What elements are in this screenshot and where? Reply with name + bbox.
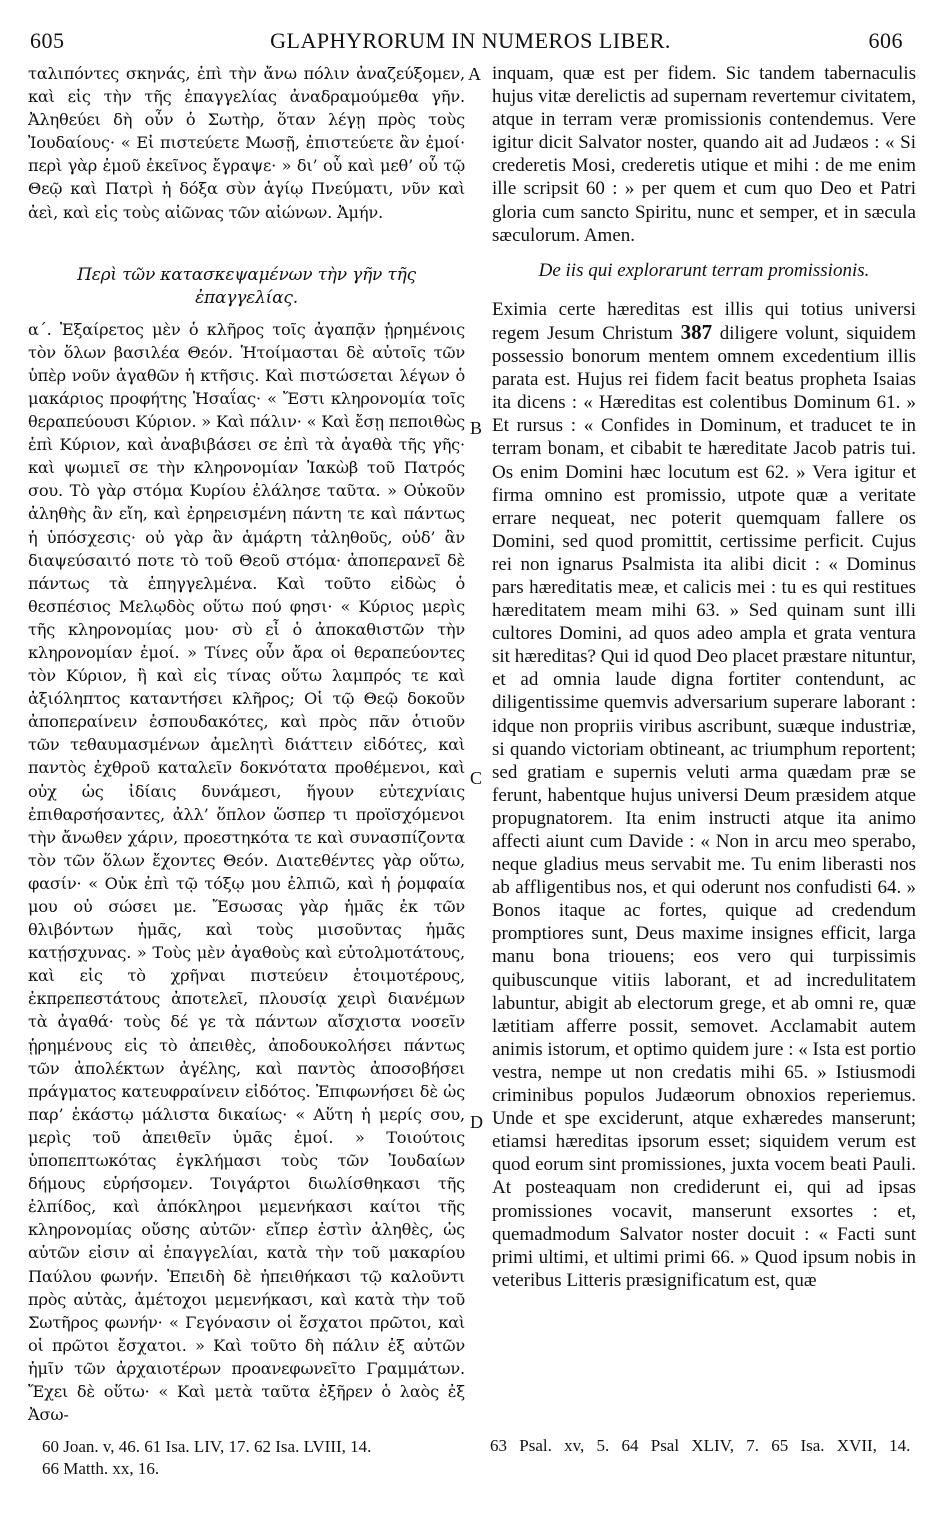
footnote-line-2: 66 Matth. xx, 16. [42, 1459, 160, 1478]
greek-section-heading: Περὶ τῶν κατασκεψαμένων τὴν γῆν τῆς ἐπαγγελίας. [77, 264, 416, 308]
margin-marker-b: B [470, 418, 483, 438]
page-header [0, 28, 941, 58]
column-number: 387 [680, 319, 713, 344]
greek-paragraph-1: ταλιπόντες σκηνάς, ἐπὶ τὴν ἄνω πόλιν ἀναζεύξομεν, καὶ εἰς τὴν τῆς ἐπαγγελίας ἀναδραμούμεθα γῆν. Ἀληθεύει δὴ οὖν ὁ Σωτὴρ, ὅταν λέγῃ πρὸς τοὺς Ἰουδαίους· « Εἰ πιστεύετε Μωσῇ, ἐπιστεύετε ἂν ἐμοί· περὶ γὰρ ἐμοῦ ἐκεῖνος ἔγραψε· » δι’ οὗ καὶ μεθ’ οὗ τῷ Θεῷ καὶ Πατρὶ ἡ δόξα σὺν ἁγίῳ Πνεύματι, νῦν καὶ ἀεὶ, καὶ εἰς τοὺς αἰῶνας τῶν αἰώνων. Ἀμήν. [28, 64, 465, 222]
margin-marker-a: A [468, 64, 481, 84]
footnote-line-1: 60 Joan. v, 46. 61 Isa. LIV, 17. 62 Isa. LVIII, 14. [42, 1437, 372, 1456]
right-page-number: 606 [868, 28, 903, 53]
latin-section-heading: De iis qui explorarunt terram promissionis. [538, 259, 870, 281]
latin-paragraph-1: inquam, quæ est per fidem. Sic tandem tabernaculis hujus vitæ derelictis ad supernam revertemur civitatem, atque in terram veræ promissionis contendemus. Vere igitur dicit Salvator noster, quando ait ad Judæos : « Si crederetis Mosi, crederetis utique et mihi : de me enim ille scripsit 60 : » per quem et cum quo Deo et Patri gloria cum sancto Spiritu, nunc et semper, et in sæcula sæculorum. Amen. [492, 63, 916, 246]
margin-marker-d: D [470, 1112, 483, 1132]
running-title: GLAPHYRORUM IN NUMEROS LIBER. [270, 28, 671, 53]
greek-paragraph-2: α΄. Ἐξαίρετος μὲν ὁ κλῆρος τοῖς ἀγαπᾷν ᾑρημένοις τὸν ὅλων βασιλέα Θεόν. Ἡτοίμασται δὲ αὐτοῖς τῶν ὑπὲρ νοῦν ἀγαθῶν ἡ κτῆσις. Καὶ πιστώσεται λέγων ὁ μακάριος προφήτης Ἡσαΐας· « Ἔστι κληρονομία τοῖς θεραπεύουσι Κύριον. » Καὶ πάλιν· « Καὶ ἔσῃ πεποιθὼς ἐπὶ Κύριον, καὶ ἀναβιβάσει σε ἐπὶ τὰ ἀγαθὰ τῆς γῆς· καὶ ψωμιεῖ σε τὴν κληρονομίαν Ἰακὼβ τοῦ Πατρός σου. Τὸ γὰρ στόμα Κυρίου ἐλάλησε ταῦτα. » Οὐκοῦν ἀληθὴς ἂν εἴη, καὶ ἐρηρεισμένη πάντη τε καὶ πάντως ἡ ὑπόσχεσις· οὐ γὰρ ἂν ἁμάρτη τἀληθοῦς, οὐδ’ ἂν διαψεύσαιτό ποτε τὸ τοῦ Θεοῦ στόμα· ἀποπερανεῖ δὲ πάντως τὰ ἐπηγγελμένα. Καὶ τοῦτο εἰδὼς ὁ θεσπέσιος Μελῳδὸς οὕτω πού φησι· « Κύριος μερὶς τῆς κληρονομίας μου· σὺ εἶ ὁ ἀποκαθιστῶν τὴν κληρονομίαν ἐμοί. » Τίνες οὖν ἄρα οἱ θεραπεύοντες τὸν Κύριον, ἢ καὶ εἰς τίνας οὕτω λαμπρός τε καὶ ἀξιόληπτος καταντήσει κλῆρος; Οἱ τῷ Θεῷ δοκοῦν ἀποπεραίνειν ἐσπουδακότες, καὶ πρὸς πᾶν ὁτιοῦν τῶν τεθαυμασμένων ἀμελητὶ διάττειν εἰδότες, καὶ παντὸς ἐχθροῦ καταλεῖν δοκνότατα προθέμενοι, καὶ οὐχ ὡς ἰδίαις δυνάμεσι, ἥγουν εὐτεχνίαις ἐπιθαρσήσαντες, ἀλλ’ ὅπλον ὥσπερ τι προϊσχόμενοι τὴν ἄνωθεν χάριν, προεστηκότα τε καὶ συνασπίζοντα τὸν τῶν ὅλων ἔχοντες Θεόν. Διατεθέντες γὰρ οὕτω, φασίν· « Οὐκ ἐπὶ τῷ τόξῳ μου ἐλπιῶ, καὶ ἡ ῥομφαία μου οὐ σώσει με. Ἔσωσας γὰρ ἡμᾶς ἐκ τῶν θλιβόντων ἡμᾶς, καὶ τοὺς μισοῦντας ἡμᾶς κατῄσχυνας. » Τοὺς μὲν ἀγαθοὺς καὶ εὐτολμοτάτους, καὶ εἰς τὸ χρῆναι πιστεύειν ἑτοιμοτέρους, ἐκπρεπεστάτους ἀποτελεῖ, πλουσίᾳ χειρὶ διανέμων τὰ ἀγαθά· τοὺς δέ γε τὰ πάντων αἴσχιστα νοσεῖν ᾑρημένους εἰς τὸ ἀπειθὲς, ἀποδουκολήσει πάντως τῶν ἀπολέκτων ἀγέλης, καὶ παντὸς ἀποσοβήσει πράγματος κατευφραίνειν εἰδότος. Ἐπιφωνήσει δὲ ὡς παρ’ ἑκάστῳ μάλιστα δικαίως· « Αὕτη ἡ μερίς σου, μερὶς τοῦ ἀπειθεῖν ὑμᾶς ἐμοί. » Τοιούτοις ὑποπεπτωκότας ἐγκλήμασι τοὺς τῶν Ἰουδαίων δήμους εὑρήσομεν. Τοιγάρτοι διωλίσθηκασι τῆς ἐλπίδος, καὶ ἀπόκληροι μεμενήκασι καίτοι τῆς κληρονομίας οὔσης αὐτῶν· εἴπερ ἐστὶν ἀληθὲς, ὡς αὐτῶν εἰσιν αἱ ἐπαγγελίαι, κατὰ τὴν τοῦ μακαρίου Παύλου φωνήν. Ἐπειδὴ δὲ ἠπειθήκασι τῷ καλοῦντι πρὸς αὐτὰς, ἀμέτοχοι μεμενήκασι, καὶ κατὰ τὴν τοῦ Σωτῆρος φωνήν· « Γεγόνασιν οἱ ἔσχατοι πρῶτοι, καὶ οἱ πρῶτοι ἔσχατοι. » Καὶ τοῦτο δὴ πάλιν ἐξ αὐτῶν ἡμῖν τῶν ἀρχαιοτέρων προανεφωνεῖτο Γραμμάτων. Ἔχει δὲ οὕτω· « Καὶ μετὰ ταῦτα ἐξῆρεν ὁ λαὸς ἐξ Ἀσω- [28, 319, 465, 1425]
latin-paragraph-2-rest: diligere volunt, siquidem possessio bonorum mentem omnem excedentium illis parata est. Hujus rei fidem facit beatus propheta Isaias ita dicens : « Hæreditas est colentibus Dominum 61. » Et rursus : « Confides in Dominum, et traducet te in terram bonam, et cibabit te hæreditate Jacob patris tui. Os enim Domini hæc locutum est 62. » Vera igitur et firma omnino est promissio, utpote quæ a veritate errare nequeat, nec poterit quemquam fallere os Domini, sed quod promittit, certissime perficit. Cujus rei non ignarus Psalmista ita alibi dicit : « Dominus pars hæreditatis meæ, et calicis mei : tu es qui restitues hæreditatem meam mihi 63. » Sed quinam sunt illi cultores Domini, ad quos adeo ampla et grata ventura sit hæreditas? Qui id quod Deo placet præstare nituntur, et ad omnia laude digna fortiter contendunt, ac diligentissime quemvis adversarium superare laborant : idque non propriis viribus ascribunt, suæque industriæ, si quando victoriam obtineant, ac triumphum reportent; sed gratiam e supernis veluti arma quædam præ se ferunt, habentque hujus universi Deum præsidem atque propugnatorem. Ita enim instructi atque ita animo affecti aiunt cum Davide : « Non in arcu meo sperabo, neque gladius meus servabit me. Tu enim liberasti nos ab affligentibus nos, et qui oderunt nos confudisti 64. » Bonos itaque ac fortes, quique ad credendum promptiores sunt, Deus maxime insignes efficit, larga manu bona triouens; eos vero qui turpissimis quibuscunque vitiis laborant, et ad incredulitatem labuntur, abigit ab electorum grege, et ab omni re, quæ lætitiam afferre possit, semovet. Acclamabit autem animis istorum, et optimo quidem jure : « Ista est portio vestra, nempe ut non credatis mihi 65. » Istiusmodi criminibus populos Judæorum obnoxios reperiemus. Unde et spe exciderunt, atque exhæredes manserunt; etiamsi hæreditas ipsorum esset; siquidem verum est quod eorum sint promissiones, juxta vocem beati Pauli. At posteaquam non crediderunt ei, qui ad ipsas promissiones vocavit, manserunt exsortes : et, quemadmodum Salvator noster docuit : « Facti sunt primi ultimi, et ultimi primi 66. » Quod ipsum nobis in veteribus Litteris præsignificatum est, quæ [492, 322, 917, 1291]
latin-column [492, 62, 916, 1292]
footnotes-left [42, 1436, 482, 1480]
latin-paragraph-2 [492, 298, 916, 1292]
greek-column [28, 62, 465, 1426]
latin-paragraph-2-start: Eximia certe hæreditas est illis qui totius universi regem Jesum Christum [492, 298, 916, 344]
left-page-number: 605 [30, 28, 65, 53]
margin-marker-c: C [470, 768, 483, 788]
footnotes-right: 63 Psal. xv, 5. 64 Psal XLIV, 7. 65 Isa. XVII, 14. [490, 1436, 911, 1455]
